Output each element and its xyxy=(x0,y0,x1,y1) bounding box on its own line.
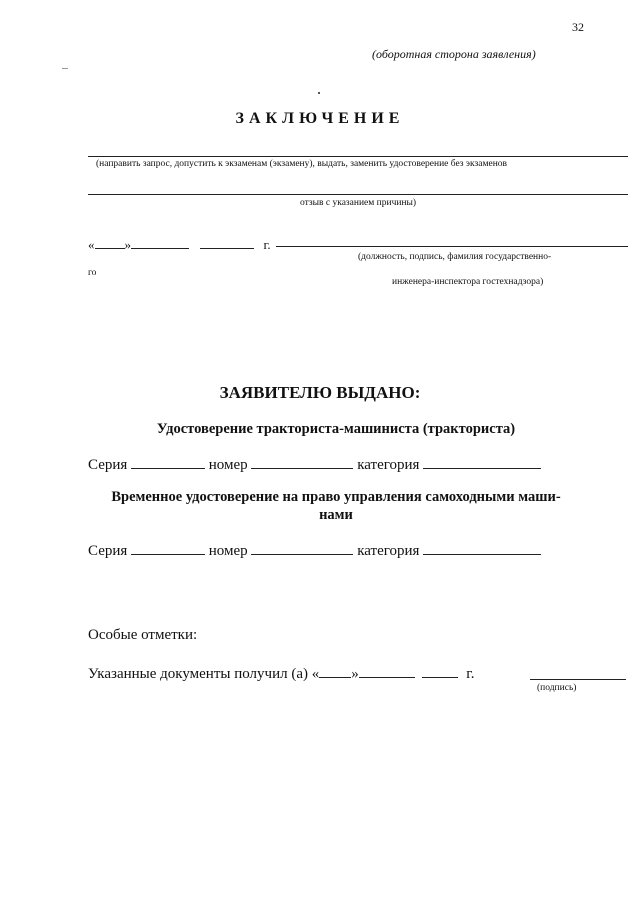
temporary-certificate-title-1: Временное удостоверение на право управления самоходными маши- xyxy=(111,489,561,505)
reverse-side-note: (оборотная сторона заявления) xyxy=(372,47,536,61)
conclusion-date-row xyxy=(88,236,271,253)
day-blank xyxy=(319,663,351,678)
year-suffix: г. xyxy=(263,237,271,252)
category-label: категория xyxy=(357,457,420,473)
year-blank xyxy=(422,663,458,678)
year-blank xyxy=(200,236,254,249)
inspector-signature-line xyxy=(276,246,628,247)
category-label: категория xyxy=(357,543,420,559)
scan-dot xyxy=(318,92,320,94)
month-blank xyxy=(359,663,415,678)
close-quote: » xyxy=(351,666,359,682)
applicant-signature-line xyxy=(530,679,626,680)
date-open-quote: « xyxy=(88,237,95,252)
conclusion-title: ЗАКЛЮЧЕНИЕ xyxy=(235,110,405,127)
temporary-fields-row xyxy=(88,540,541,560)
category-blank xyxy=(423,540,541,555)
reason-line xyxy=(88,194,628,195)
certificate-title: Удостоверение тракториста-машиниста (тракториста) xyxy=(156,421,516,437)
number-label: номер xyxy=(208,457,248,473)
certificate-fields-row xyxy=(88,454,541,474)
number-blank xyxy=(251,540,353,555)
issued-heading: ЗАЯВИТЕЛЮ ВЫДАНО: xyxy=(219,383,421,402)
series-label: Серия xyxy=(88,457,128,473)
signature-caption-3: инженера-инспектора гостехнадзора) xyxy=(392,277,544,287)
signature-caption-2: го xyxy=(88,268,97,278)
received-row xyxy=(88,663,474,683)
number-label: номер xyxy=(208,543,248,559)
category-blank xyxy=(423,454,541,469)
month-blank xyxy=(131,236,189,249)
page-number: 32 xyxy=(572,20,584,34)
series-label: Серия xyxy=(88,543,128,559)
received-label: Указанные документы получил (а) « xyxy=(88,666,320,682)
day-blank xyxy=(95,236,125,249)
special-marks: Особые отметки: xyxy=(88,627,198,643)
series-blank xyxy=(131,454,205,469)
date-close-quote: » xyxy=(124,237,131,252)
series-blank xyxy=(131,540,205,555)
signature-caption-1: (должность, подпись, фамилия государственно- xyxy=(358,252,552,262)
number-blank xyxy=(251,454,353,469)
temporary-certificate-title-2: нами xyxy=(319,507,353,523)
decision-line xyxy=(88,156,628,157)
signature-caption: (подпись) xyxy=(537,683,577,693)
year-suffix: г. xyxy=(466,666,475,682)
decision-caption: (направить запрос, допустить к экзаменам (экзамену), выдать, заменить удостоверение без экзаменов xyxy=(96,159,508,169)
reason-caption: отзыв с указанием причины) xyxy=(300,198,417,208)
scan-mark xyxy=(62,68,68,69)
